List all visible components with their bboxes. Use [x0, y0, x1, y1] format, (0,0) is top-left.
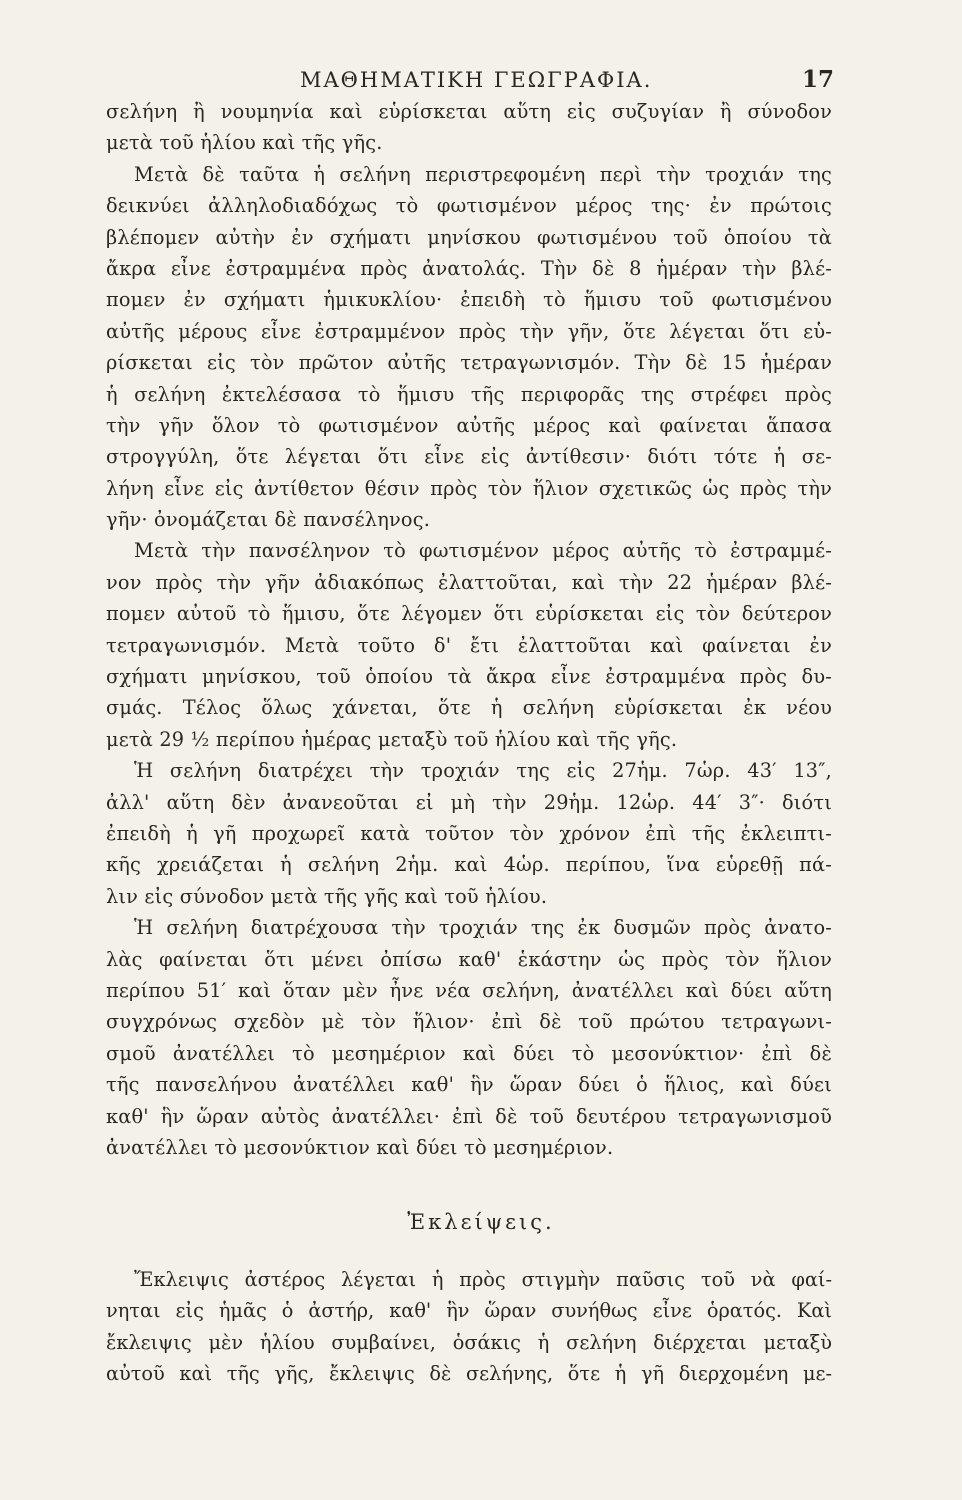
text-line: σμοῦ ἀνατέλλει τὸ μεσημέριον καὶ δύει τὸ μεσονύκτιον· ἐπὶ δὲ — [106, 1041, 832, 1065]
text-line: νον πρὸς τὴν γῆν ἀδιακόπως ἐλαττοῦται, καὶ τὴν 22 ἡμέραν βλέ- — [106, 570, 832, 594]
text-line: πομεν αὐτοῦ τὸ ἥμισυ, ὅτε λέγομεν ὅτι εὑρίσκεται εἰς τὸν δεύτερον — [106, 602, 832, 626]
text-line: Μετὰ τὴν πανσέληνον τὸ φωτισμένον μέρος αὐτῆς τὸ ἐστραμμέ- — [134, 539, 832, 563]
text-line: λιν εἰς σύνοδον μετὰ τῆς γῆς καὶ τοῦ ἡλίου. — [106, 884, 548, 908]
text-line: Ἡ σελήνη διατρέχει τὴν τροχιάν της εἰς 27ἡμ. 7ὡρ. 43′ 13″, — [134, 759, 832, 783]
text-line: σχήματι μηνίσκου, τοῦ ὁποίου τὰ ἄκρα εἶνε ἐστραμμένα πρὸς δυ- — [106, 665, 832, 689]
running-title: ΜΑΘΗΜΑΤΙΚΗ ΓΕΩΓΡΑΦΙΑ. — [300, 68, 653, 92]
text-line: στρογγύλη, ὅτε λέγεται ὅτι εἶνε εἰς ἀντίθεσιν· διότι τότε ἡ σε- — [106, 445, 832, 469]
text-line: γῆν· ὀνομάζεται δὲ πανσέληνος. — [106, 508, 431, 532]
text-line: βλέπομεν αὐτὴν ἐν σχήματι μηνίσκου φωτισμένου τοῦ ὁποίου τὰ — [106, 225, 832, 249]
text-line: δεικνύει ἀλληλοδιαδόχως τὸ φωτισμένον μέρος της· ἐν πρώτοις — [106, 194, 832, 218]
text-line: ἀλλ' αὕτη δὲν ἀνανεοῦται εἰ μὴ τὴν 29ἡμ. 12ὡρ. 44′ 3″· διότι — [106, 790, 832, 814]
text-line: αὐτῆς μέρους εἶνε ἐστραμμένον πρὸς τὴν γῆν, ὅτε λέγεται ὅτι εὑ- — [106, 319, 832, 343]
text-line: σμάς. Τέλος ὅλως χάνεται, ὅτε ἡ σελήνη εὑρίσκεται ἐκ νέου — [106, 696, 832, 720]
text-line: καθ' ἣν ὥραν αὐτὸς ἀνατέλλει· ἐπὶ δὲ τοῦ δευτέρου τετραγωνισμοῦ — [106, 1104, 832, 1128]
page-number: 17 — [801, 66, 834, 93]
text-line: τὴν γῆν ὅλον τὸ φωτισμένον αὐτῆς μέρος καὶ φαίνεται ἅπασα — [106, 413, 832, 437]
text-line: σελήνη ἢ νουμηνία καὶ εὑρίσκεται αὕτη εἰς συζυγίαν ἢ σύνοδον — [106, 100, 832, 123]
text-line: ἔκλειψις μὲν ἡλίου συμβαίνει, ὁσάκις ἡ σελήνη διέρχεται μεταξὺ — [106, 1330, 832, 1354]
section-text — [106, 1264, 832, 1390]
text-line: ρίσκεται εἰς τὸν πρῶτον αὐτῆς τετραγωνισμόν. Τὴν δὲ 15 ἡμέραν — [106, 351, 832, 375]
section-heading: Ἐκλείψεις. — [407, 1210, 555, 1234]
text-line: Ἔκλειψις ἀστέρος λέγεται ἡ πρὸς στιγμὴν παῦσις τοῦ νὰ φαί- — [134, 1268, 832, 1291]
text-line: μετὰ τοῦ ἡλίου καὶ τῆς γῆς. — [106, 131, 383, 155]
text-line: λήνη εἶνε εἰς ἀντίθετον θέσιν πρὸς τὸν ἥλιον σχετικῶς ὡς πρὸς τὴν — [106, 476, 832, 500]
text-line: ἐπειδὴ ἡ γῆ προχωρεῖ κατὰ τοῦτον τὸν χρόνον ἐπὶ τῆς ἐκλειπτι- — [106, 821, 832, 845]
main-text — [106, 96, 832, 1163]
text-line: τετραγωνισμόν. Μετὰ τοῦτο δ' ἔτι ἐλαττοῦται καὶ φαίνεται ἐν — [106, 633, 832, 657]
text-line: ἀνατέλλει τὸ μεσονύκτιον καὶ δύει τὸ μεσημέριον. — [106, 1135, 614, 1159]
text-line: συγχρόνως σχεδὸν μὲ τὸν ἥλιον· ἐπὶ δὲ τοῦ πρώτου τετραγωνι- — [106, 1010, 832, 1034]
text-line: κῆς χρειάζεται ἡ σελήνη 2ἡμ. καὶ 4ὡρ. περίπου, ἵνα εὑρεθῇ πά- — [106, 853, 832, 877]
text-line: τῆς πανσελήνου ἀνατέλλει καθ' ἣν ὥραν δύει ὁ ἥλιος, καὶ δύει — [106, 1073, 832, 1097]
text-line: ἄκρα εἶνε ἐστραμμένα πρὸς ἀνατολάς. Τὴν δὲ 8 ἡμέραν τὴν βλέ- — [106, 256, 832, 280]
text-line: περίπου 51′ καὶ ὅταν μὲν ἦνε νέα σελήνη, ἀνατέλλει καὶ δύει αὕτη — [106, 978, 832, 1002]
running-header — [300, 66, 834, 93]
text-line: νηται εἰς ἡμᾶς ὁ ἀστήρ, καθ' ἣν ὥραν συνήθως εἶνε ὁρατός. Καὶ — [106, 1299, 832, 1323]
text-line: μετὰ 29 ½ περίπου ἡμέρας μεταξὺ τοῦ ἡλίου καὶ τῆς γῆς. — [106, 727, 678, 751]
text-line: Ἡ σελήνη διατρέχουσα τὴν τροχιάν της ἐκ δυσμῶν πρὸς ἀνατο- — [134, 916, 832, 940]
text-line: λὰς φαίνεται ὅτι μένει ὀπίσω καθ' ἑκάστην ὡς πρὸς τὸν ἥλιον — [106, 947, 832, 971]
text-line: Μετὰ δὲ ταῦτα ἡ σελήνη περιστρεφομένη περὶ τὴν τροχιάν της — [134, 162, 832, 186]
text-line: πομεν ἐν σχήματι ἡμικυκλίου· ἐπειδὴ τὸ ἥμισυ τοῦ φωτισμένου — [106, 288, 832, 312]
text-line: ἡ σελήνη ἐκτελέσασα τὸ ἥμισυ τῆς περιφορᾶς της στρέφει πρὸς — [106, 382, 832, 406]
text-line: αὐτοῦ καὶ τῆς γῆς, ἔκλειψις δὲ σελήνης, ὅτε ἡ γῆ διερχομένη με- — [106, 1362, 832, 1386]
